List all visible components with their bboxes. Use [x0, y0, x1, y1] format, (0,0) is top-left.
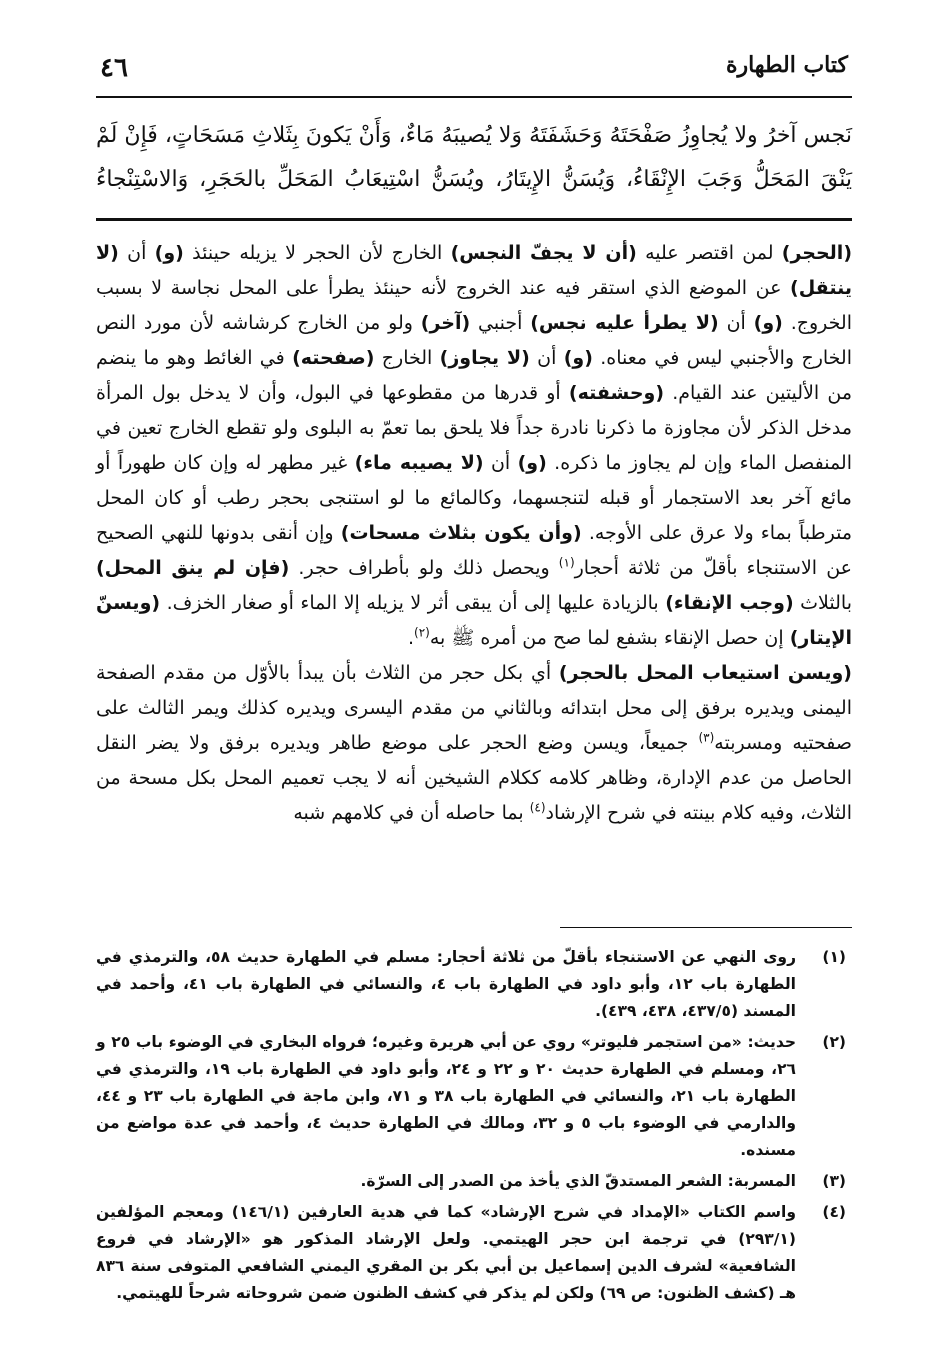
- commentary-span: ويحصل ذلك ولو بأطراف حجر.: [289, 557, 559, 579]
- bold-quote: (و): [154, 242, 184, 264]
- commentary-paragraph-2: [96, 656, 852, 831]
- commentary-span: بالزيادة عليها إلى أن يبقى أثر لا يزيله إلا الماء أو صغار الخزف.: [160, 592, 666, 614]
- bold-quote: (صفحته): [292, 347, 375, 369]
- footnote-text: حديث: «من استجمر فليوتر» روي عن أبي هريرة وغيره؛ فرواه البخاري في الوضوء باب ٢٥ و ٢٦، ومسلم في الطهارة حديث ٢٠ و ٢٢ و ٢٤، وأبو داود في الطهارة باب ١٩، والترمذي في الطهارة باب ٢١، والنسائي في الطهارة باب ٣٨ و ٧١، وابن ماجة في الطهارة باب ٢٣ و ٤٤، والدارمي في الوضوء باب ٥ و ٣٢، ومالك في الطهارة حديث ٤، وأحمد في عدة مواضع من مسنده.: [96, 1033, 796, 1159]
- footnote-ref[interactable]: (٤): [529, 800, 546, 815]
- commentary-span: لمن اقتصر عليه: [636, 242, 782, 264]
- bold-quote: (أن لا يجفّ النجس): [450, 242, 637, 264]
- footnote-divider: [560, 927, 852, 928]
- bold-quote: (فإن لم ينق المحل): [96, 557, 290, 579]
- commentary-span: أجنبي: [470, 312, 531, 334]
- bold-quote: (لا ينتقل): [96, 242, 852, 299]
- commentary-span: جميعاً، ويسن وضع الحجر على موضع طاهر ويديره برفق ولا يضر النقل الحاصل من عدم الإدارة، وظاهر كلامه ككلام الشيخين أنه لا يجب تعميم المحل بكل مسحة من الثلاث، وفيه كلام بينته في شرح الإرشاد: [96, 732, 852, 824]
- footnote-text: روى النهي عن الاستنجاء بأقلّ من ثلاثة أحجار: مسلم في الطهارة حديث ٥٨، والترمذي في الطهارة باب ١٢، وأبو داود في الطهارة باب ٤، والنسائي في الطهارة باب ٤١، وأحمد في المسند (٤٣٧/٥، ٤٣٨، ٤٣٩).: [96, 948, 796, 1020]
- commentary-span: وإن أنقى بدونها للنهي الصحيح عن الاستنجاء بأقلّ من ثلاثة أحجار: [96, 522, 853, 579]
- running-head: [100, 48, 848, 88]
- commentary-span: أن: [529, 347, 564, 369]
- footnote-number: (٤): [822, 1203, 846, 1221]
- commentary-span: غير مطهر له وإن كان طهوراً أو مائع آخر بعد الاستجمار أو قبله لتنجسهما، وكالمائع ما لو استنجى بحجر رطب أو كان المحل مترطباً بماء ولا عرق على الأوجه.: [96, 452, 853, 544]
- commentary-span: .: [407, 627, 414, 649]
- commentary-span: أن: [118, 242, 155, 264]
- header-divider: [96, 96, 852, 98]
- commentary-span: أي بكل حجر من الثلاث بأن يبدأ بالأوّل من مقدم الصفحة اليمنى ويديره برفق إلى محل ابتدائه وبالثاني من مقدم اليسرى ويديره كذلك ويمر الثالث على صفحتيه ومسربته: [96, 662, 852, 754]
- bold-quote: (و): [563, 347, 593, 369]
- book-title: كتاب الطهارة: [725, 52, 848, 78]
- footnote-number: (٢): [822, 1033, 846, 1051]
- commentary-span: عن الموضع الذي استقر فيه عند الخروج لأنه حينئذ يطرأ على المحل نجاسة لا بسبب الخروج.: [96, 277, 852, 334]
- footnote-ref[interactable]: (٣): [698, 730, 715, 745]
- commentary-span: بالثلاث: [793, 592, 852, 614]
- footnote-1: [96, 944, 852, 1025]
- footnote-ref[interactable]: (٢): [414, 625, 430, 640]
- commentary-span: ولو من الخارج كرشاشه لأن مورد النص الخارج والأجنبي ليس في معناه.: [96, 312, 853, 369]
- commentary-span: بما حاصله أن في كلامهم شبه: [293, 802, 530, 824]
- footnote-number: (١): [822, 948, 846, 966]
- bold-quote: (و): [517, 452, 547, 474]
- commentary-text: [96, 236, 852, 831]
- footnote-4: [96, 1199, 852, 1307]
- footnote-text: المسربة: الشعر المستدقّ الذي يأخذ من الصدر إلى السرّة.: [360, 1172, 796, 1190]
- bold-quote: (آخر): [420, 312, 471, 334]
- bold-quote: (و): [753, 312, 783, 334]
- matn-text: نَجس آخرُ ولا يُجاوِزُ صَفْحَتَهُ وَحَشَفَتَهُ وَلا يُصيبَهُ مَاءٌ، وَأَنْ يَكونَ بِثَلاثِ مَسَحَاتٍ، فَإِنْ لَمْ يَنْقَ المَحَلُّ وَجَبَ الإِنْقَاءُ، وَيُسَنُّ الإِيتَارُ، ويُسَنُّ اسْتِيعَابُ المَحَلِّ بالحَجَرِ، وَالاسْتِنْجاءُ: [96, 123, 852, 192]
- commentary-span: أن: [718, 312, 754, 334]
- bold-quote: (ويسن استيعاب المحل بالحجر): [558, 662, 852, 684]
- commentary-paragraph-1: [96, 236, 852, 656]
- bold-quote: (ويسنّ الإيتار): [96, 592, 852, 649]
- bold-quote: (وجب الإنقاء): [665, 592, 794, 614]
- footnote-ref[interactable]: (١): [558, 555, 575, 570]
- commentary-span: أن: [483, 452, 518, 474]
- bold-quote: (لا يصيبه ماء): [354, 452, 484, 474]
- commentary-span: الخارج: [374, 347, 440, 369]
- footnote-number: (٣): [822, 1172, 846, 1190]
- footnote-3: [96, 1168, 852, 1195]
- commentary-span: الخارج لأن الحجر لا يزيله حينئذ: [183, 242, 451, 264]
- commentary-span: إن حصل الإنقاء بشفع لما صح من أمره ﷺ به: [429, 627, 790, 649]
- commentary-span: في الغائط وهو ما ينضم من الأليتين عند القيام.: [96, 347, 853, 404]
- matn-divider: [96, 218, 852, 221]
- bold-quote: (لا يطرأ عليه نجس): [530, 312, 719, 334]
- commentary-span: أو قدرها من مقطوعها في البول، وأن لا يدخل بول المرأة مدخل الذكر لأن مجاوزة ما ذكرنا نادرة جداً فلا يلحق بما تعمّ به البلوى ولو تقطع الخارج تعين في المنفصل الماء وإن لم يجاوز ما ذكره.: [96, 382, 852, 474]
- bold-quote: (الحجر): [781, 242, 853, 264]
- bold-quote: (وأن يكون بثلاث مسحات): [340, 522, 582, 544]
- page-number: ٤٦: [100, 53, 128, 83]
- footnote-2: [96, 1029, 852, 1164]
- footnote-text: واسم الكتاب «الإمداد في شرح الإرشاد» كما في هدية العارفين (١٤٦/١) ومعجم المؤلفين (٢٩٣/١) في ترجمة ابن حجر الهيتمي. ولعل الإرشاد المذكور هو «الإرشاد في فروع الشافعية» لشرف الدين إسماعيل بن أبي بكر بن المقري اليمني الشافعي المتوفى سنة ٨٣٦ هـ (كشف الظنون: ص ٦٩) ولكن لم يذكر في كشف الظنون ضمن شروحاته شرحاً للهيتمي.: [96, 1203, 796, 1302]
- bold-quote: (لا يجاوز): [439, 347, 530, 369]
- bold-quote: (وحشفته): [568, 382, 665, 404]
- footnotes: [96, 944, 852, 1311]
